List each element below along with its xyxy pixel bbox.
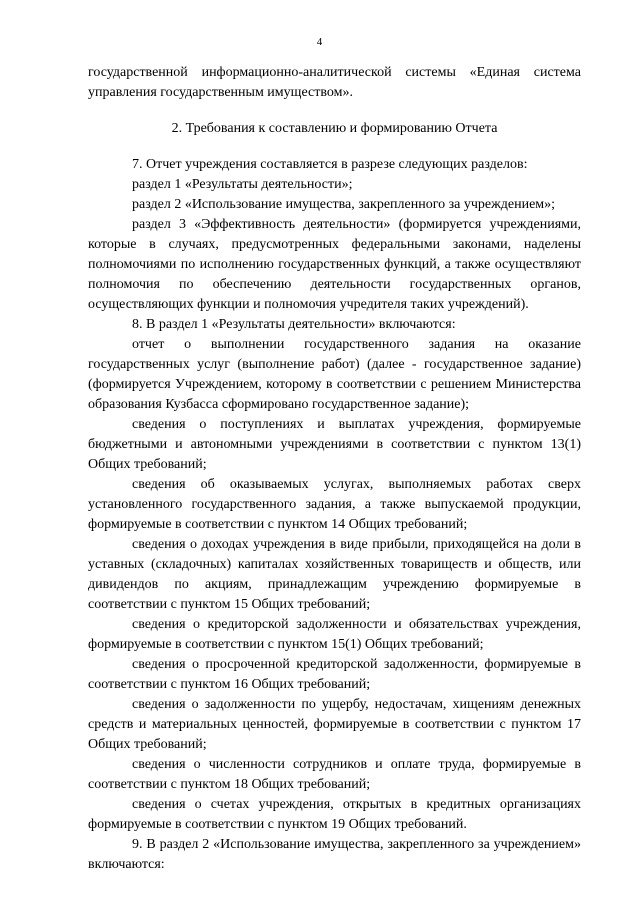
list-item-section-3: раздел 3 «Эффективность деятельности» (формируется учреждениями, которые в случаях, предусмотренных федеральными законами, наделены полномочиями по исполнению государственных функций, а также осуществляют полномочия по обеспечению деятельности государственных органов, осуществляющих функции и полномочия учредителя таких учреждений). bbox=[88, 217, 581, 312]
list-item-payables: сведения о кредиторской задолженности и обязательствах учреждения, формируемые в соответствии с пунктом 15(1) Общих требований; bbox=[88, 617, 581, 652]
page-number: 4 bbox=[316, 36, 323, 48]
paragraph-continuation: государственной информационно-аналитической системы «Единая система управления государственным имуществом». bbox=[88, 65, 581, 100]
list-item-services-works: сведения об оказываемых услугах, выполняемых работах сверх установленного государственного задания, а также выпускаемой продукции, формируемые в соответствии с пунктом 14 Общих требований; bbox=[88, 477, 581, 532]
document-body bbox=[88, 63, 581, 875]
list-item-profit-income: сведения о доходах учреждения в виде прибыли, приходящейся на доли в уставных (складочных) капиталах хозяйственных товариществ и обществ, или дивидендов по акциям, принадлежащим учреждению формируемые в соответствии с пунктом 15 Общих требований; bbox=[88, 537, 581, 612]
list-item-bank-accounts: сведения о счетах учреждения, открытых в кредитных организациях формируемые в соответствии с пунктом 19 Общих требований. bbox=[88, 797, 581, 832]
list-item-section-1: раздел 1 «Результаты деятельности»; bbox=[132, 177, 353, 192]
list-item-receipts-payments: сведения о поступлениях и выплатах учреждения, формируемые бюджетными и автономными учреждениями в соответствии с пунктом 13(1) Общих требований; bbox=[88, 417, 581, 472]
paragraph-8: 8. В раздел 1 «Результаты деятельности» включаются: bbox=[132, 317, 456, 332]
list-item-staff-payroll: сведения о численности сотрудников и оплате труда, формируемые в соответствии с пунктом 18 Общих требований; bbox=[88, 757, 581, 792]
list-item-overdue-payables: сведения о просроченной кредиторской задолженности, формируемые в соответствии с пунктом 16 Общих требований; bbox=[88, 657, 581, 692]
list-item-damage-debt: сведения о задолженности по ущербу, недостачам, хищениям денежных средств и материальных ценностей, формируемые в соответствии с пунктом 17 Общих требований; bbox=[88, 697, 581, 752]
list-item-state-task-report: отчет о выполнении государственного задания на оказание государственных услуг (выполнение работ) (далее - государственное задание) (формируется Учреждением, которому в соответствии с решением Министерства образования Кузбасса сформировано государственное задание); bbox=[88, 337, 581, 412]
section-heading: 2. Требования к составлению и формированию Отчета bbox=[171, 121, 498, 136]
paragraph-9: 9. В раздел 2 «Использование имущества, закрепленного за учреждением» включаются: bbox=[88, 837, 581, 872]
paragraph-7: 7. Отчет учреждения составляется в разрезе следующих разделов: bbox=[132, 157, 528, 172]
list-item-section-2: раздел 2 «Использование имущества, закрепленного за учреждением»; bbox=[132, 197, 556, 212]
